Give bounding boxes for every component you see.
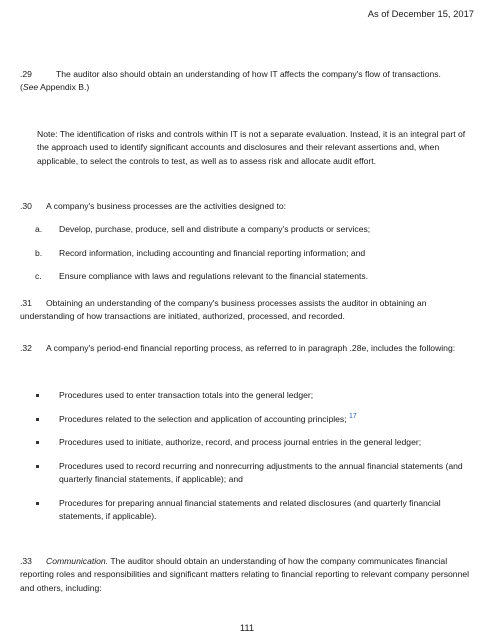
paragraph-number: .32 [20, 343, 32, 353]
bullet-text: Procedures used to enter transaction totals into the general ledger; [59, 390, 314, 400]
list-item-text: Ensure compliance with laws and regulations relevant to the financial statements. [59, 271, 369, 281]
paragraph-number: .30 [20, 201, 32, 211]
paragraph-text: A company's period-end financial reporting process, as referred to in paragraph .28e, includes the following: [46, 343, 456, 353]
bullet-text: Procedures used to initiate, authorize, record, and process journal entries in the general ledger; [59, 437, 422, 447]
note-block: Note: The identification of risks and controls within IT is not a separate evaluation. Instead, it is an integral part of the approach used to identify significant accounts and disclosures and their relevant assertions and, when applicable, to select the controls to test, as well as to assess risk and allocate audit effort. [37, 129, 466, 166]
paragraph-text: The auditor also should obtain an understanding of how IT affects the company's flow of transactions. [56, 69, 441, 79]
bullet-marker [36, 441, 39, 444]
footnote-link[interactable]: 17 [348, 413, 357, 421]
paragraph-heading: Communication. [46, 556, 109, 566]
paragraph-number: .31 [20, 298, 32, 308]
bullet-marker [36, 418, 39, 421]
bullet-text: Procedures for preparing annual financial statements and related disclosures (and quarterly financial statements, if applicable). [59, 498, 441, 522]
paragraph-31 [20, 297, 476, 324]
list-marker: c. [35, 271, 42, 281]
list-item-text: Record information, including accounting and financial reporting information; and [59, 248, 366, 258]
page-number: 111 [239, 622, 255, 633]
appendix-reference: (See Appendix B.) [20, 82, 90, 93]
paragraph-text: The auditor should obtain an understanding of how the company communicates financial reporting roles and responsibilities and significant matters relating to financial reporting to relevant company personnel and others, including: [20, 556, 470, 593]
bullet-text: Procedures used to record recurring and nonrecurring adjustments to the annual financial statements (and quarterly financial statements, if applicable); and [59, 461, 463, 485]
paragraph-29 [20, 68, 476, 95]
bullet-marker [36, 394, 39, 397]
paragraph-33 [20, 555, 476, 595]
bullet-text: Procedures related to the selection and application of accounting principles; $^{17}$ [59, 413, 357, 424]
paragraph-number: .29 [20, 69, 32, 79]
bullet-marker [36, 465, 39, 468]
paragraph-30 [20, 200, 476, 213]
list-item-text: Develop, purchase, produce, sell and distribute a company's products or services; [59, 224, 371, 234]
list-marker: a. [35, 224, 43, 234]
paragraph-text: A company's business processes are the activities designed to: [46, 201, 287, 211]
as-of-date: As of December 15, 2017 [367, 8, 474, 19]
paragraph-text: Obtaining an understanding of the company's business processes assists the auditor in obtaining an understanding of how transactions are initiated, authorized, processed, and recorded. [20, 298, 427, 322]
bullet-marker [36, 502, 39, 505]
paragraph-number: .33 [20, 556, 32, 566]
paragraph-32 [20, 342, 476, 355]
list-marker: b. [35, 248, 43, 258]
